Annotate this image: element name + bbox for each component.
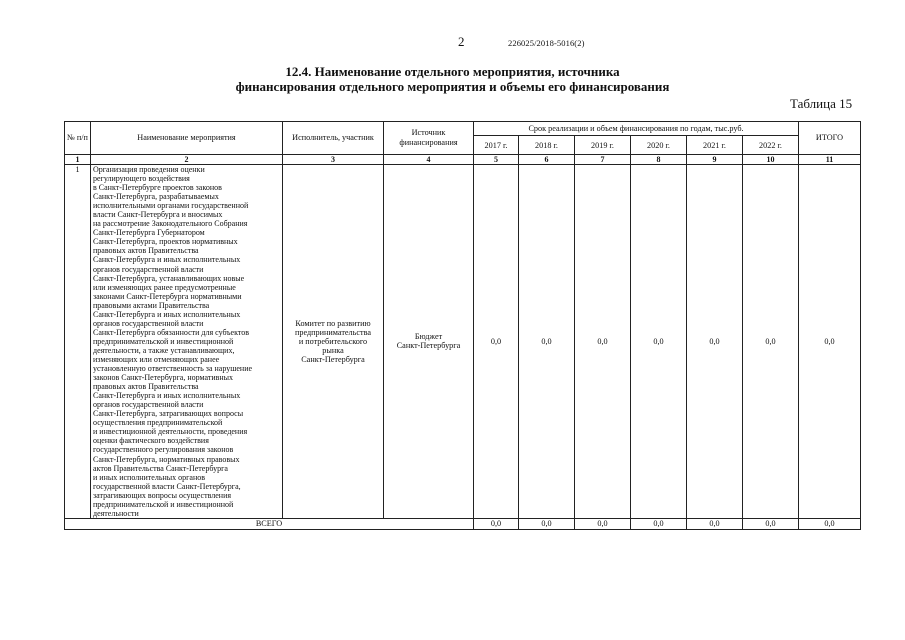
column-number: 5 — [474, 155, 519, 165]
table-label: Таблица 15 — [790, 96, 853, 111]
grand-total: 0,0 — [799, 518, 861, 529]
column-number: 9 — [687, 155, 743, 165]
year-value: 0,0 — [474, 165, 519, 519]
measure-name-line: изменяющих или отменяющих ранее — [93, 354, 220, 364]
executor-line: Санкт-Петербурга — [301, 354, 365, 364]
column-number: 7 — [575, 155, 631, 165]
measure-name-line: регулирующего воздействия — [93, 174, 190, 184]
measure-name-line: и инвестиционной деятельности, проведения — [93, 427, 248, 437]
header-year: 2022 г. — [743, 136, 799, 155]
executor-line: Комитет по развитию — [295, 318, 371, 328]
header-source: Источник финансирования — [384, 122, 474, 155]
measure-name — [91, 165, 283, 519]
header-year: 2018 г. — [519, 136, 575, 155]
funding-source-line: Бюджет — [414, 332, 443, 342]
total-year-value: 0,0 — [743, 518, 799, 529]
year-value: 0,0 — [687, 165, 743, 519]
funding-source-line: Санкт-Петербурга — [396, 341, 461, 351]
year-value: 0,0 — [519, 165, 575, 519]
measure-name-line: Санкт-Петербурга обязанности для субъектов — [93, 327, 250, 337]
measure-name-line: предпринимательской и инвестиционной — [93, 336, 234, 346]
title-line-1: 12.4. Наименование отдельного мероприятия, источника — [285, 64, 620, 79]
total-year-value: 0,0 — [687, 518, 743, 529]
total-year-value: 0,0 — [631, 518, 687, 529]
header-year: 2019 г. — [575, 136, 631, 155]
header-executor: Исполнитель, участник — [283, 122, 384, 155]
measure-name-line: или изменяющих ранее предусмотренные — [93, 282, 236, 292]
row-number: 1 — [65, 165, 91, 519]
column-number: 4 — [384, 155, 474, 165]
measure-name-line: органов государственной власти — [93, 400, 204, 410]
column-number: 6 — [519, 155, 575, 165]
financing-table — [64, 121, 861, 530]
document-code: 226025/2018-5016(2) — [508, 38, 585, 48]
measure-name-line: Санкт-Петербурга и иных исполнительных — [93, 255, 241, 265]
column-number: 2 — [91, 155, 283, 165]
measure-name-line: деятельности — [93, 508, 139, 518]
total-year-value: 0,0 — [519, 518, 575, 529]
header-year: 2021 г. — [687, 136, 743, 155]
measure-name-line: Санкт-Петербурга, проектов нормативных — [93, 237, 238, 247]
total-year-value: 0,0 — [474, 518, 519, 529]
column-number-row — [65, 155, 861, 165]
column-number: 1 — [65, 155, 91, 165]
year-value: 0,0 — [575, 165, 631, 519]
year-value: 0,0 — [743, 165, 799, 519]
total-label: ВСЕГО — [65, 518, 474, 529]
measure-name-line: установленную ответственность за нарушение — [93, 364, 253, 374]
measure-name-line: власти Санкт-Петербурга и вносимых — [93, 210, 223, 220]
measure-name-line: правовых актов Правительства — [93, 382, 199, 392]
measure-name-line: Санкт-Петербурга, нормативных правовых — [93, 454, 240, 464]
year-value: 0,0 — [631, 165, 687, 519]
measure-name-line: на рассмотрение Законодательного Собрания — [93, 219, 248, 229]
measure-name-line: Санкт-Петербурга, затрагивающих вопросы — [93, 409, 244, 419]
measure-name-line: Санкт-Петербурга Губернатором — [93, 228, 205, 238]
funding-source — [384, 165, 474, 519]
column-number: 8 — [631, 155, 687, 165]
measure-name-line: актов Правительства Санкт-Петербурга — [93, 463, 228, 473]
table-row — [65, 165, 861, 519]
measure-name-line: органов государственной власти — [93, 264, 204, 274]
measure-name-line: затрагивающих вопросы осуществления — [93, 490, 232, 500]
row-total: 0,0 — [799, 165, 861, 519]
executor — [283, 165, 384, 519]
measure-name-line: и иных исполнительных органов — [93, 472, 206, 482]
section-title — [0, 64, 905, 94]
header-period: Срок реализации и объем финансирования по годам, тыс.руб. — [474, 122, 799, 136]
measure-name-line: Организация проведения оценки — [93, 165, 205, 174]
measure-name-line: правовыми актами Правительства — [93, 300, 210, 310]
header-total: ИТОГО — [799, 122, 861, 155]
column-number: 10 — [743, 155, 799, 165]
measure-name-line: законов Санкт-Петербурга, нормативных — [93, 373, 234, 383]
header-name: Наименование мероприятия — [91, 122, 283, 155]
measure-name-line: оценки фактического воздействия — [93, 436, 209, 446]
title-line-2: финансирования отдельного мероприятия и объемы его финансирования — [235, 79, 670, 94]
measure-name-line: в Санкт-Петербурге проектов законов — [93, 183, 222, 193]
header-no: № п/п — [65, 122, 91, 155]
executor-line: предпринимательства — [295, 327, 371, 337]
executor-line: рынка — [322, 345, 344, 355]
measure-name-line: государственной власти Санкт-Петербурга, — [93, 481, 241, 491]
page-number: 2 — [458, 34, 465, 49]
total-year-value: 0,0 — [575, 518, 631, 529]
column-number: 3 — [283, 155, 384, 165]
measure-name-line: осуществления предпринимательской — [93, 418, 223, 428]
measure-name-line: исполнительными органами государственной — [93, 201, 249, 211]
header-year: 2020 г. — [631, 136, 687, 155]
measure-name-line: правовых актов Правительства — [93, 246, 199, 256]
measure-name-line: законами Санкт-Петербурга нормативными — [93, 291, 242, 301]
measure-name-line: Санкт-Петербурга, разрабатываемых — [93, 192, 219, 202]
measure-name-line: государственного регулирования законов — [93, 445, 234, 455]
measure-name-line: предпринимательской и инвестиционной — [93, 499, 234, 509]
header-year: 2017 г. — [474, 136, 519, 155]
measure-name-line: деятельности, а также устанавливающих, — [93, 345, 235, 355]
measure-name-line: Санкт-Петербурга и иных исполнительных — [93, 391, 241, 401]
measure-name-line: органов государственной власти — [93, 318, 204, 328]
measure-name-line: Санкт-Петербурга и иных исполнительных — [93, 309, 241, 319]
measure-name-line: Санкт-Петербурга, устанавливающих новые — [93, 273, 245, 283]
executor-line: и потребительского — [298, 336, 368, 346]
column-number: 11 — [799, 155, 861, 165]
total-row — [65, 518, 861, 529]
